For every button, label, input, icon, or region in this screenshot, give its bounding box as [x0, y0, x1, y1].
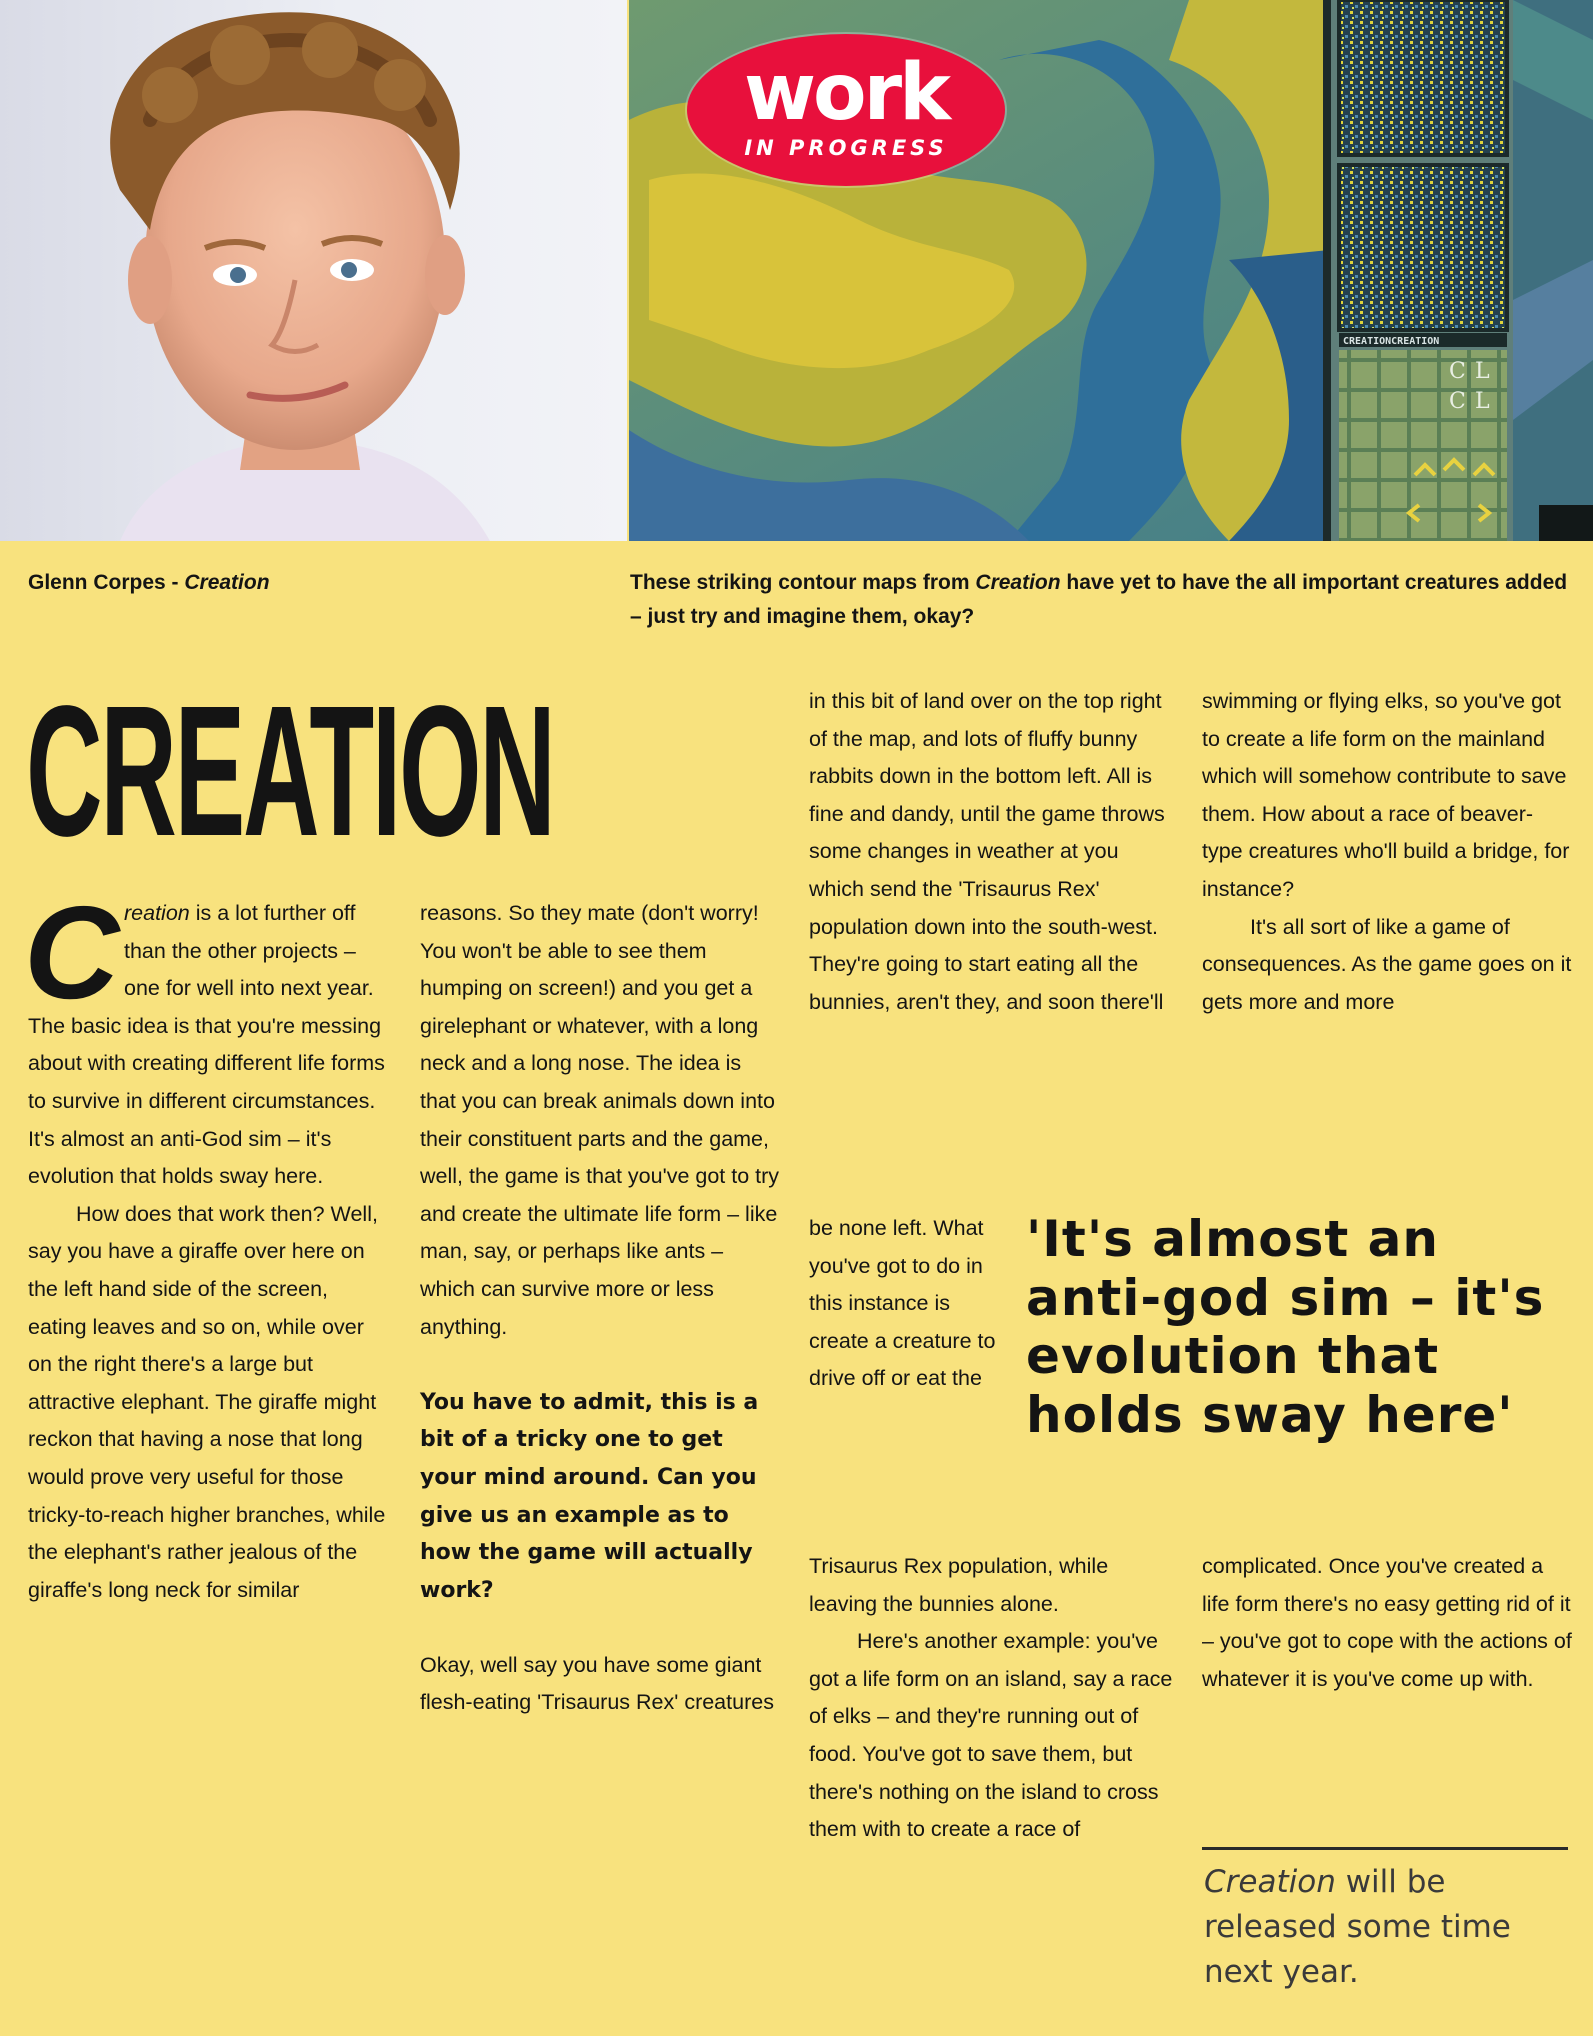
article-column-1: [24, 879, 390, 1609]
article-column-3-bottom: [809, 1548, 1175, 1849]
caption-text: These striking contour maps from: [630, 571, 976, 594]
portrait-caption: [28, 566, 588, 600]
badge-word: work: [744, 48, 948, 138]
article-paragraph: Here's another example: you've got a life form on an island, say a race of elks – and they're running out of food. You've got to save them, but there's nothing on the island to cross them with to create a race of: [809, 1629, 1173, 1842]
article-paragraph: Trisaurus Rex population, while leaving the bunnies alone.: [809, 1554, 1109, 1616]
article-paragraph: complicated. Once you've created a life form there's no easy getting rid of it – you've got to cope with the actions of whatever it is you've come up with.: [1202, 1554, 1572, 1691]
drop-cap: C: [24, 879, 120, 1026]
work-in-progress-badge: [687, 34, 1005, 186]
portrait-photo: [0, 0, 627, 541]
map-cell-label: L: [1475, 359, 1490, 384]
divider-rule: [1202, 1847, 1568, 1850]
article-column-3-top: [809, 683, 1169, 1021]
article-paragraph: reasons. So they mate (don't worry! You won't be able to see them humping on screen!) and you get a girelephant or whatever, with a long neck and a long nose. The idea is that you can break animals down into their constituent parts and the game, well, the game is that you've got to try and create the ultimate life form – like man, say, or perhaps like ants – which can survive more or less anything.: [420, 901, 780, 1339]
article-column-3-middle: [809, 1210, 999, 1398]
map-panel-label: CREATIONCREATION: [1343, 336, 1440, 347]
release-game-title: Creation: [1204, 1864, 1336, 1900]
article-paragraph: Okay, well say you have some giant flesh-eating 'Trisaurus Rex' creatures: [420, 1652, 774, 1715]
article-column-4-top: [1202, 683, 1572, 1021]
badge-subtitle: IN PROGRESS: [744, 136, 948, 160]
release-note: [1204, 1860, 1574, 1995]
game-title-em: reation: [124, 901, 190, 925]
article-paragraph: [24, 879, 390, 1196]
caption-name: Glenn Corpes -: [28, 571, 185, 594]
article-paragraph: swimming or flying elks, so you've got to create a life form on the mainland which will somehow contribute to save them. How about a race of beaver-type creatures who'll build a bridge, for instance?: [1202, 689, 1570, 901]
map-caption: [630, 566, 1570, 634]
caption-game-title: Creation: [184, 571, 270, 594]
pull-quote: 'It's almost an anti-god sim – it's evolution that holds sway here': [1026, 1210, 1545, 1444]
article-column-2: [420, 895, 782, 1722]
caption-game-title: Creation: [975, 571, 1061, 594]
release-text: will be released some time next year.: [1204, 1864, 1511, 1990]
article-paragraph: be none left. What you've got to do in this instance is create a creature to drive off or eat the: [809, 1216, 996, 1391]
map-cell-label: L: [1475, 389, 1490, 414]
article-paragraph: How does that work then? Well, say you have a giraffe over here on the left hand side of the screen, eating leaves and so on, while over on the right there's a large but attractive elephant. The giraffe might reckon that having a nose that long would prove very useful for those tricky-to-reach higher branches, while the elephant's rather jealous of the giraffe's long neck for similar: [28, 1201, 386, 1602]
article-headline: CREATION: [26, 668, 554, 875]
map-cell-label: C: [1449, 359, 1466, 384]
article-paragraph: in this bit of land over on the top right of the map, and lots of fluffy bunny rabbits down in the bottom left. All is fine and dandy, until the game throws some changes in weather at you which send the 'Trisaurus Rex' population down into the south-west. They're going to start eating all the bunnies, aren't they, and soon there'll: [809, 689, 1165, 1014]
map-cell-label: C: [1449, 389, 1466, 414]
interview-question: You have to admit, this is a bit of a tricky one to get your mind around. Can you give us an example as to how the game will actually work?: [420, 1389, 759, 1603]
paragraph-text: is a lot further off than the other projects – one for well into next year. The basic idea is that you're messing about with creating different life forms to survive in different circumstances. It's almost an anti-God sim – it's evolution that holds sway here.: [28, 901, 385, 1189]
caption-text: have yet to have the all important creatures added – just try and imagine them, okay?: [630, 571, 1568, 628]
article-column-4-bottom: [1202, 1548, 1572, 1698]
article-paragraph: It's all sort of like a game of consequences. As the game goes on it gets more and more: [1202, 914, 1572, 1014]
